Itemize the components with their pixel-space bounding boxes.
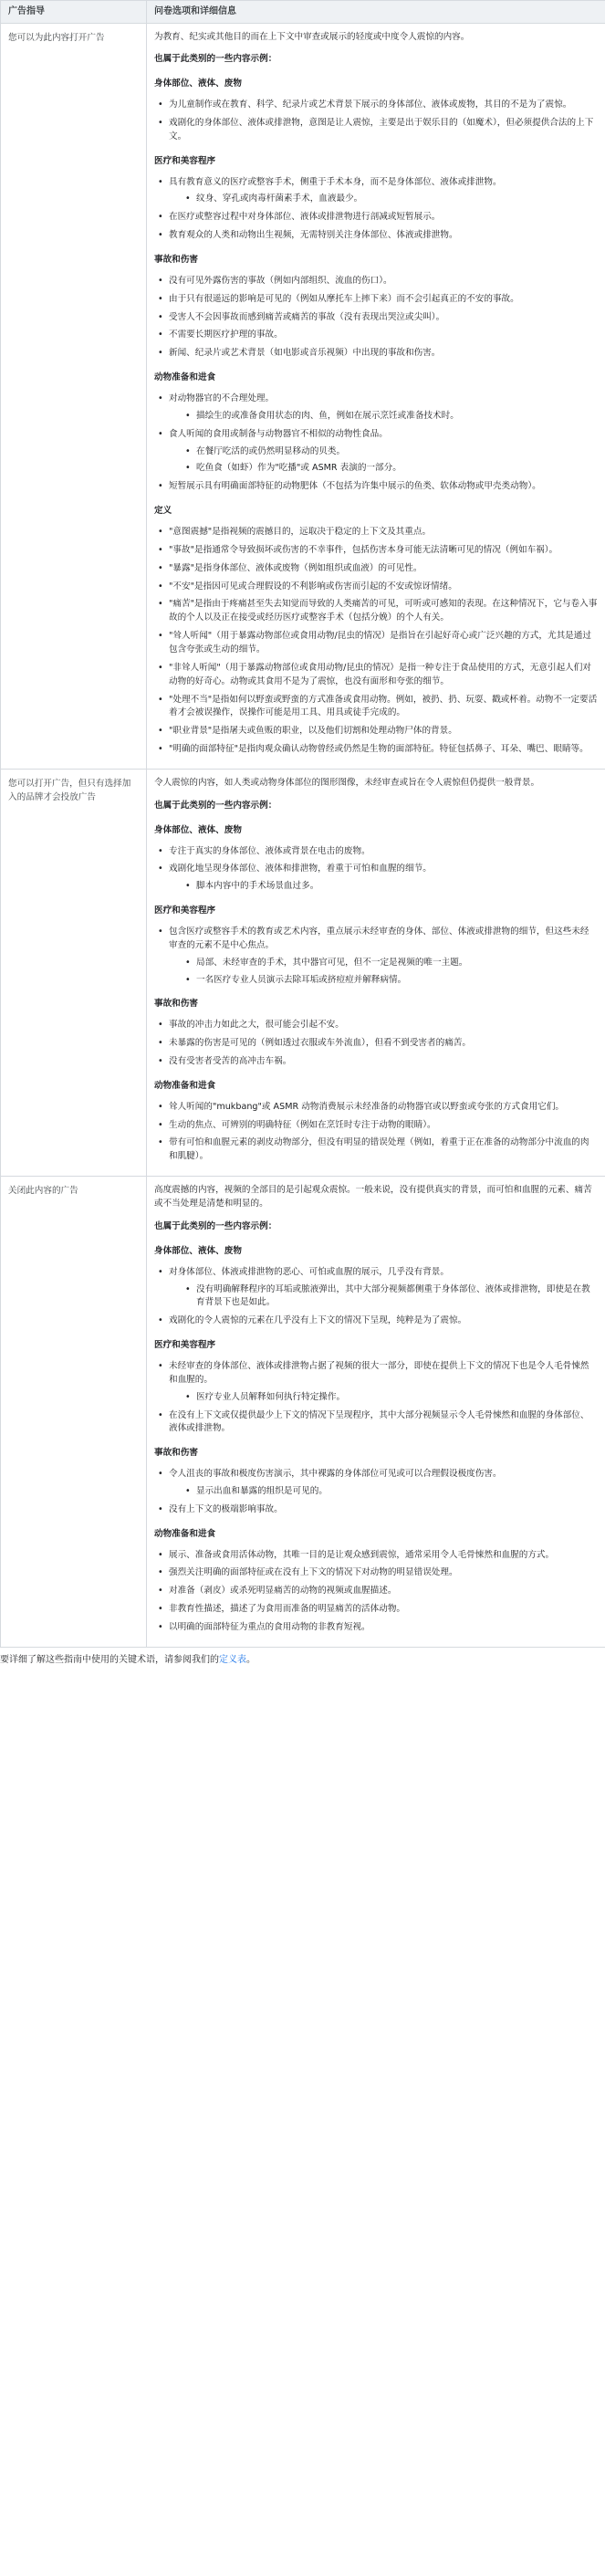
list-item [154,1119,598,1133]
section-list [154,1468,598,1517]
section-list [154,176,598,243]
list-item [154,1621,598,1635]
list-item [154,1409,598,1437]
list-item-text: "事故"是指通常令导致损坏或伤害的不幸事件，包括伤害本身可能无法清晰可见的情况（例如车祸）。 [169,544,558,555]
row-details [147,23,605,770]
list-item-text: 没有可见外露伤害的事故（例如内部组织、流血的伤口）。 [169,275,392,286]
list-item [154,1603,598,1617]
list-item [154,562,598,576]
section-list [154,1360,598,1436]
list-item-text: "处理不当"是指如何以野蛮或野蛮的方式准备或食用动物。例如，被扔、扔、玩耍、戳或杯着。动物不一定要活着才会被误操作，误操作可能是用工具、用具或徒手完成的。 [169,694,598,718]
list-item [154,1566,598,1580]
list-item-text: 带有可怕和血腥元素的剥皮动物部分，但没有明显的错误处理（例如，着重于正在准备的动物部分中流血的肉和肌腱）。 [169,1137,589,1162]
row-ad-guidance: 您可以为此内容打开广告 [1,23,147,770]
section-heading: 事故和伤害 [154,254,198,265]
list-item [154,1055,598,1069]
footer-text: 要详细了解这些指南中使用的关键术语，请参阅我们的 [0,1654,219,1665]
section-heading: 身体部位、液体、废物 [154,79,242,89]
list-item-text: 由于只有很遥远的影响是可见的（例如从摩托车上摔下来）而不会引起真正的不安的事故。 [169,293,519,304]
list-item-text: 未经审查的身体部位、液体或排泄物占据了视频的很大一部分，即使在提供上下文的情况下也是令人毛骨悚然和血腥的。 [169,1360,589,1385]
definitions-link[interactable]: 定义表 [219,1654,246,1665]
list-item-text: 对身体部位、体液或排泄物的恶心、可怕或血腥的展示，几乎没有背景。 [169,1266,449,1277]
list-item [154,275,598,288]
list-item-text: 新闻、纪录片或艺术背景（如电影或音乐视频）中出现的事故和伤害。 [169,348,441,359]
list-item [154,1314,598,1328]
list-item [154,1037,598,1051]
sub-list [169,445,598,476]
list-item-text: "意图震撼"是指视频的震撼目的，远取决于稳定的上下文及其重点。 [169,526,432,537]
list-item [154,1503,598,1517]
list-item [154,311,598,325]
section-heading: 医疗和美容程序 [154,1340,216,1351]
list-item [154,845,598,859]
list-item-text: 专注于真实的身体部位、液体或背景在电击的废物。 [169,845,370,856]
list-item [154,1101,598,1115]
list-item [154,1266,598,1311]
section-list [154,275,598,361]
section-list [154,926,598,987]
table-row [1,23,605,770]
sub-list [169,410,598,424]
list-item-text: 事故的冲击力如此之大，很可能会引起不安。 [169,1020,344,1031]
sub-list [169,957,598,988]
list-item-text: 不需要长期医疗护理的事故。 [169,330,283,340]
section-list [154,1101,598,1164]
col-header-ad-guidance: 广告指导 [1,1,147,24]
section-heading: 动物准备和进食 [154,1080,216,1091]
list-item [154,1360,598,1405]
list-item-text: "明确的面部特征"是指肉观众确认动物曾经或仍然是生物的面部特征。特征包括鼻子、耳朵、嘴巴、眼睛等。 [169,744,589,755]
table-body [1,23,605,1647]
section-list [154,393,598,494]
sub-list-item: • 局部、未经审查的手术，其中器官可见，但不一定是视频的唯一主题。 [169,957,598,970]
sub-list [169,193,598,206]
section-list [154,845,598,895]
list-item-text: 耸人听闻的"mukbang"或 ASMR 动物消费展示未经准备的动物器官或以野蛮或夸张的方式食用它们。 [169,1101,565,1112]
list-item-text: "不安"是指因可见或合理假设的不利影响或伤害而引起的不安或惊讶情绪。 [169,581,457,592]
list-item [154,630,598,657]
list-item [154,863,598,894]
section-heading: 医疗和美容程序 [154,906,216,916]
list-item [154,329,598,342]
list-item-text: 短暂展示具有明确面部特征的动物肥体（不包括为许集中展示的鱼类、软体动物或甲壳类动物）。 [169,481,541,492]
list-item [154,1136,598,1164]
sub-list-item: • 纹身、穿孔或肉毒杆菌素手术，血液最少。 [169,193,598,206]
list-item-text: "痛苦"是指由于疼痛甚至失去知觉而导致的人类痛苦的可见，可听或可感知的表现。在这种情况下，它与卷入事故的个人以及正在接受或经历医疗或整容手术（包括分娩）的个人有关。 [169,599,598,623]
table-row [1,770,605,1177]
list-item [154,176,598,207]
list-item [154,544,598,558]
list-item-text: "非耸人听闻"（用于暴露动物部位或食用动物/昆虫的情况）是指一种专注于食品使用的方式，无意引起人们对动物的好奇心。动物或其食用不是为了震惊，也没有面形和夸张的细节。 [169,662,591,686]
row-intro: 令人震惊的内容，如人类或动物身体部位的图形图像，未经审查或旨在令人震惊但仍提供一般背景。 [154,778,540,789]
footer-suffix: 。 [246,1654,256,1665]
list-item-text: 令人沮丧的事故和极度伤害演示，其中裸露的身体部位可见或可以合理假设极度伤害。 [169,1469,502,1480]
list-item-text: 在没有上下文或仅提供最少上下文的情况下呈现程序，其中大部分视频显示令人毛骨悚然和血腥的身体部位、液体或排泄物。 [169,1409,589,1434]
section-list [154,1019,598,1069]
col-header-options-details: 问卷选项和详细信息 [147,1,605,24]
sub-list-item: • 脚本内容中的手术场景血过多。 [169,880,598,894]
list-item [154,393,598,424]
list-item [154,598,598,625]
list-item [154,99,598,112]
sub-list-item: • 描绘生的或准备食用状态的肉、鱼，例如在展示烹饪或准备技术时。 [169,410,598,424]
list-item-text: 教育观众的人类和动物出生视频，无需特别关注身体部位、体液或排泄物。 [169,230,458,241]
row-ad-guidance: 关闭此内容的广告 [1,1177,147,1648]
examples-heading: 也属于此类别的一些内容示例： [154,800,277,811]
list-item-text: 对准备（剥皮）或杀死明显痛苦的动物的视频或血腥描述。 [169,1586,397,1597]
list-item [154,480,598,494]
list-item [154,428,598,476]
list-item-text: 具有教育意义的医疗或整容手术，侧重于手术本身，而不是身体部位、液体或排泄物。 [169,176,502,187]
section-heading: 事故和伤害 [154,1448,198,1459]
list-item-text: 没有上下文的极端影响事故。 [169,1503,283,1514]
list-item-text: 在医疗或整容过程中对身体部位、液体或排泄物进行剖减或短暂展示。 [169,212,441,223]
sub-list-item: • 没有明确解释程序的耳垢或脓液弹出，其中大部分视频都侧重于身体部位、液体或排泄物，即使是在教育背景下也是如此。 [169,1283,598,1311]
list-item-text: 戏剧化的令人震惊的元素在几乎没有上下文的情况下呈现，纯粹是为了震惊。 [169,1315,467,1326]
list-item [154,347,598,361]
section-list [154,1549,598,1635]
list-item-text: 戏剧化地呈现身体部位、液体和排泄物，着重于可怕和血腥的细节。 [169,864,432,874]
list-item [154,211,598,225]
list-item-text: 戏剧化的身体部位、液体或排泄物，意图是让人震惊，主要是出于娱乐目的（如魔术），但必须提供合法的上下文。 [169,117,594,141]
sub-list [169,1485,598,1499]
row-intro: 高度震撼的内容，视频的全部目的是引起观众震惊。一般来说，没有提供真实的背景，而可怕和血腥的元素、痛苦或不当处理是清楚和明显的。 [154,1185,592,1209]
sub-list-item: • 吃鱼食（如虾）作为"吃播"或 ASMR 表演的一部分。 [169,462,598,476]
list-item [154,1585,598,1598]
list-item [154,526,598,539]
list-item-text: 展示、准备或食用活体动物，其唯一目的是让观众感到震惊，通常采用令人毛骨悚然和血腥的方式。 [169,1549,555,1560]
list-item-text: "耸人听闻"（用于暴露动物部位或食用动物/昆虫的情况）是指旨在引起好奇心或广泛兴趣的方式，尤其是通过包含夸张或生动的细节。 [169,631,591,654]
footer-note [0,1648,605,1668]
list-item-text: 以明确的面部特征为重点的食用动物的非教育短视。 [169,1621,370,1632]
section-list [154,526,598,757]
list-item [154,117,598,144]
section-heading: 动物准备和进食 [154,1528,216,1539]
list-item-text: "暴露"是指身体部位、液体或废物（例如组织或血液）的可见性。 [169,562,422,573]
section-list [154,99,598,144]
examples-heading: 也属于此类别的一些内容示例： [154,1220,277,1231]
section-heading: 身体部位、液体、废物 [154,824,242,835]
list-item [154,1468,598,1499]
list-item-text: 非教育性描述，描述了为食用而准备的明显痛苦的活体动物。 [169,1604,406,1615]
list-item-text: 强烈关注明确的面部特征或在没有上下文的情况下对动物的明显错误处理。 [169,1567,458,1578]
table-row [1,1177,605,1648]
section-heading: 定义 [154,506,172,517]
examples-heading: 也属于此类别的一些内容示例： [154,54,277,65]
sub-list-item: • 一名医疗专业人员演示去除耳垢或挤痘痘并解释病情。 [169,974,598,988]
row-ad-guidance: 您可以打开广告，但只有选择加入的品牌才会投放广告 [1,770,147,1177]
list-item [154,926,598,987]
list-item-text: 包含医疗或整容手术的教育或艺术内容，重点展示未经审查的身体、部位、体液或排泄物的细节，但这些未经审查的元素不是中心焦点。 [169,927,589,950]
section-list [154,1266,598,1328]
row-details [147,1177,605,1648]
list-item [154,229,598,243]
list-item-text: 未暴露的伤害是可见的（例如透过衣服或车外流血），但看不到受害者的痛苦。 [169,1038,471,1049]
list-item [154,1019,598,1032]
list-item-text: 没有受害者受苦的高冲击车祸。 [169,1056,292,1067]
row-details [147,770,605,1177]
table-header-row [1,1,605,24]
list-item-text: 生动的焦点、可辨别的明确特征（例如在烹饪时专注于动物的眼睛）。 [169,1119,436,1130]
list-item [154,694,598,721]
list-item-text: 为儿童制作或在教育、科学、纪录片或艺术背景下展示的身体部位、液体或废物，其目的不是为了震惊。 [169,99,572,110]
list-item [154,743,598,757]
section-heading: 动物准备和进食 [154,372,216,383]
sub-list-item: • 显示出血和暴露的组织是可见的。 [169,1485,598,1499]
section-heading: 医疗和美容程序 [154,155,216,166]
list-item-text: "职业背景"是指屠夫或鱼贩的职业，以及他们切割和处理动物尸体的背景。 [169,726,457,737]
sub-list [169,880,598,894]
list-item-text: 受害人不会因事故而感到痛苦或痛苦的事故（没有表现出哭泣或尖叫）。 [169,311,445,322]
list-item [154,581,598,594]
list-item-text: 对动物器官的不合理处理。 [169,393,275,403]
list-item [154,662,598,689]
list-item [154,725,598,738]
sub-list-item: • 医疗专业人员解释如何执行特定操作。 [169,1391,598,1405]
sub-list-item: • 在餐厅吃活的或仍然明显移动的贝类。 [169,445,598,459]
sub-list [169,1283,598,1311]
row-intro: 为教育、纪实或其他目的而在上下文中审查或展示的轻度或中度令人震惊的内容。 [154,31,470,42]
section-heading: 身体部位、液体、废物 [154,1245,242,1256]
list-item-text: 食人听闻的食用或制备与动物器官不相似的动物性食品。 [169,428,388,439]
section-heading: 事故和伤害 [154,999,198,1010]
list-item [154,1549,598,1563]
sub-list [169,1391,598,1405]
list-item [154,293,598,307]
